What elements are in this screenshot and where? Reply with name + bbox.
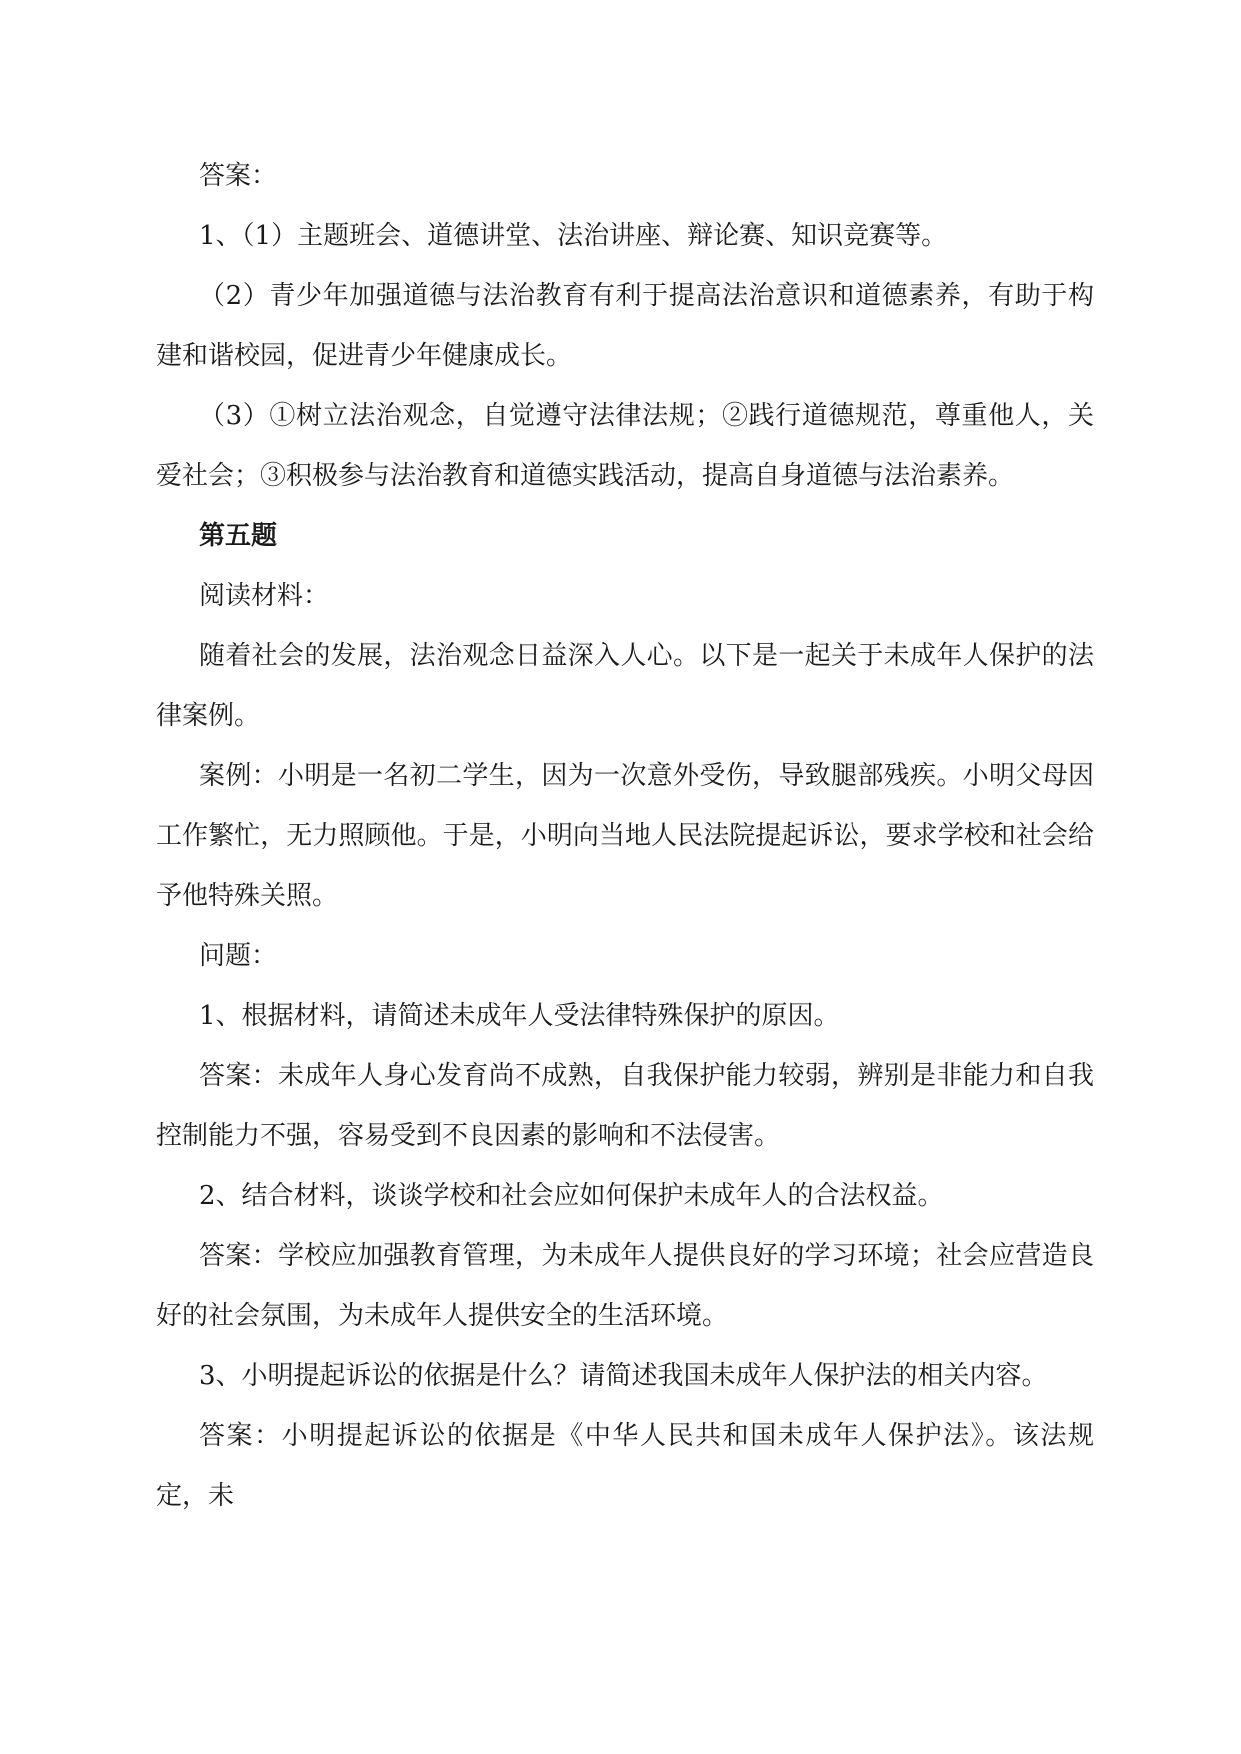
question-2: 2、结合材料，谈谈学校和社会应如何保护未成年人的合法权益。 [199,1181,944,1211]
question-3: 3、小明提起诉讼的依据是什么？请简述我国未成年人保护法的相关内容。 [199,1361,1048,1391]
material-intro: 随着社会的发展，法治观念日益深入人心。以下是一起关于未成年人保护的法律案例。 [156,641,1094,731]
answer-1-part-2: （2）青少年加强道德与法治教育有利于提高法治意识和道德素养，有助于构建和谐校园，促进青少年健康成长。 [156,281,1094,371]
answer-1-part-1: 1、（1）主题班会、道德讲堂、法治讲座、辩论赛、知识竞赛等。 [199,221,948,251]
answer-label: 答案： [199,161,278,191]
reading-label: 阅读材料： [199,581,330,611]
answer-q1: 答案：未成年人身心发育尚不成熟，自我保护能力较弱，辨别是非能力和自我控制能力不强，容易受到不良因素的影响和不法侵害。 [156,1061,1094,1151]
document-body [156,146,1094,1526]
questions-label: 问题： [199,941,278,971]
section-heading: 第五题 [199,521,278,551]
answer-q3: 答案：小明提起诉讼的依据是《中华人民共和国未成年人保护法》。该法规定，未 [156,1421,1094,1511]
answer-1-part-3: （3）①树立法治观念，自觉遵守法律法规；②践行道德规范，尊重他人，关爱社会；③积极参与法治教育和道德实践活动，提高自身道德与法治素养。 [156,401,1094,491]
case-text: 案例：小明是一名初二学生，因为一次意外受伤，导致腿部残疾。小明父母因工作繁忙，无力照顾他。于是，小明向当地人民法院提起诉讼，要求学校和社会给予他特殊关照。 [156,761,1094,911]
question-1: 1、根据材料，请简述未成年人受法律特殊保护的原因。 [199,1001,840,1031]
answer-q2: 答案：学校应加强教育管理，为未成年人提供良好的学习环境；社会应营造良好的社会氛围，为未成年人提供安全的生活环境。 [156,1241,1094,1331]
